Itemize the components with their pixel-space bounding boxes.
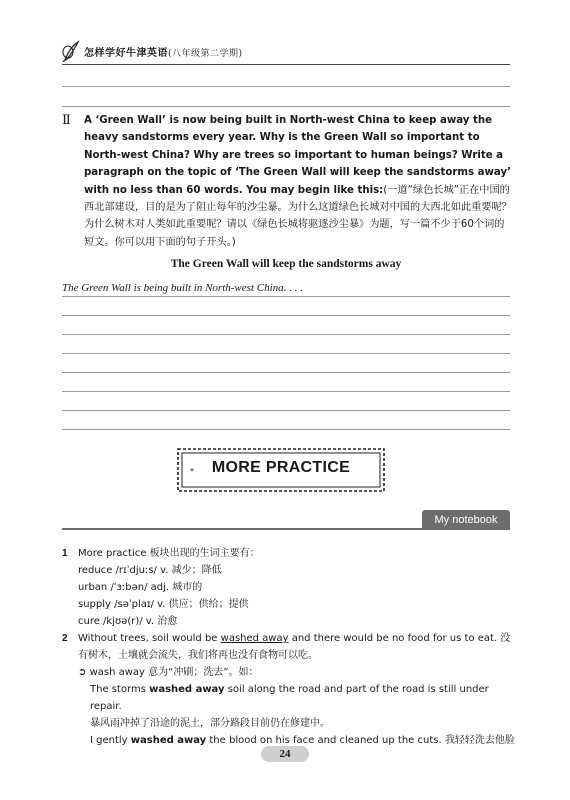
vocab-entry: reduce /rɪˈdjuːs/ v. 减少；降低 <box>78 565 222 576</box>
example-sentence-1 <box>62 681 512 715</box>
note-item-1 <box>62 545 512 562</box>
writing-line <box>62 372 510 373</box>
my-notebook-tab: My notebook <box>422 510 510 530</box>
vocab-entry: cure /kjʊə(r)/ v. 治愈 <box>78 616 178 627</box>
note-sentence-a: Without trees, soil would be <box>78 633 221 644</box>
note-number: 2 <box>62 633 68 644</box>
note-item-2 <box>62 630 512 664</box>
usage-tip <box>62 664 512 681</box>
writing-line <box>62 391 510 392</box>
writing-prompt <box>84 112 512 251</box>
writing-line <box>62 410 510 411</box>
example-phrase: washed away <box>130 735 207 746</box>
example-phrase: washed away <box>149 684 225 695</box>
vocab-entry: urban /ˈɜːbən/ adj. 城市的 <box>78 582 203 593</box>
writing-line <box>62 334 510 335</box>
essay-title: The Green Wall will keep the sandstorms away <box>170 258 402 270</box>
vocab-entry: supply /səˈplaɪ/ v. 供应；供给；提供 <box>78 599 249 610</box>
example-text: The storms <box>90 684 150 695</box>
more-practice-title: MORE PRACTICE <box>211 459 351 476</box>
note-intro: More practice 板块出现的生词主要有： <box>78 548 260 559</box>
answer-line <box>62 86 510 87</box>
essay-starter: The Green Wall is being built in North-west China. . . . <box>62 282 303 294</box>
book-title-grade: (八年级第二学期) <box>168 49 243 59</box>
answer-line <box>62 106 510 107</box>
note-sentence-b: and there would be no food for us to eat. 没有树木，土壤就会流失，我们将再也没有食物可以吃。 <box>78 633 511 661</box>
page-number: 24 <box>279 748 291 760</box>
book-title-main: 怎样学好牛津英语 <box>84 48 168 59</box>
header-rule <box>62 64 510 65</box>
writing-line <box>62 315 510 316</box>
writing-line <box>62 429 510 430</box>
example-text: soil along the road and part of the road is still under repair. <box>90 684 489 712</box>
book-title <box>84 44 243 59</box>
example-text: I gently <box>90 735 131 746</box>
prompt-english: A ‘Green Wall’ is now being built in North-west China to keep away the heavy sandstorms every year. Why is the Green Wall so important to North-west China? Why are trees so important to human beings? Write a paragraph on the topic of ‘The Green Wall will keep the sandstorms away’ with no less than 60 words. You may begin like this: <box>84 115 511 196</box>
note-phrase: washed away <box>220 633 289 644</box>
writing-line <box>62 296 510 297</box>
note-number: 1 <box>62 548 68 559</box>
quill-logo-icon <box>62 40 80 62</box>
svg-text:*: * <box>190 467 194 476</box>
section-numeral: Ⅱ <box>62 113 71 128</box>
example-translation-1: 暴风雨冲掉了沿途的泥土，部分路段目前仍在修建中。 <box>90 718 330 729</box>
prompt-chinese: (一道“绿色长城”正在中国的西北部建设，目的是为了阻止每年的沙尘暴。为什么这道绿色长城对中国的大西北如此重要呢？为什么树木对人类如此重要呢？请以《绿色长城将驱逐沙尘暴》为题，写一篇不少于60个词的短文。你可以用下面的句子开头。) <box>84 184 512 248</box>
notebook-notes <box>62 545 515 749</box>
example-text: the blood on his face and cleaned up the cuts. 我轻轻洗去他脸 <box>206 735 515 746</box>
writing-line <box>62 353 510 354</box>
usage-tip-text: wash away 意为“冲刷；洗去”。如： <box>89 667 259 678</box>
arrow-right-icon: ➲ <box>78 667 87 678</box>
